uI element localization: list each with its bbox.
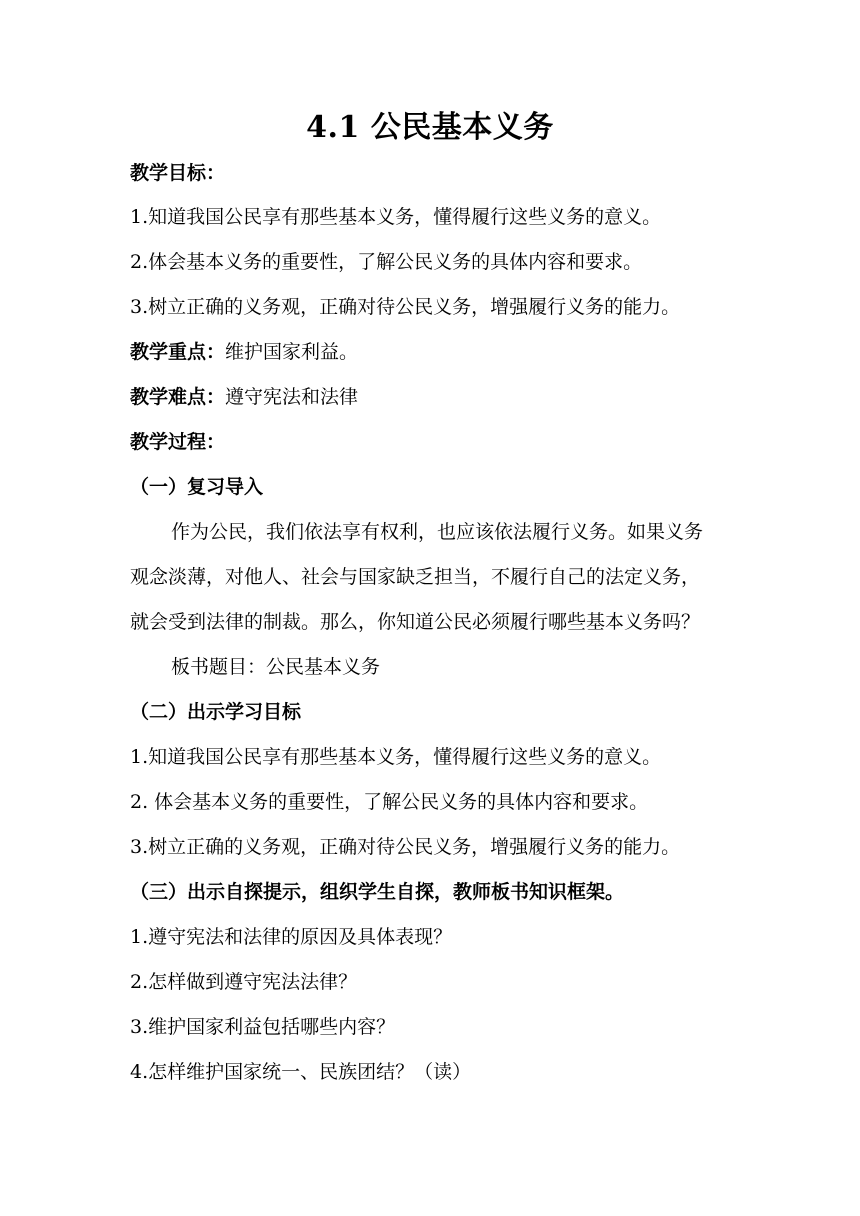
section2-heading: （二）出示学习目标 bbox=[130, 701, 302, 723]
objective-item-3: 3.树立正确的义务观，正确对待公民义务，增强履行义务的能力。 bbox=[130, 296, 681, 318]
document-title: 4.1 公民基本义务 bbox=[306, 110, 554, 145]
board-title: 板书题目：公民基本义务 bbox=[171, 656, 381, 678]
section3-item-4: 4.怎样维护国家统一、民族团结？（读） bbox=[130, 1061, 472, 1083]
objective-item-2: 2.体会基本义务的重要性，了解公民义务的具体内容和要求。 bbox=[130, 251, 643, 273]
section1-paragraph-line-1: 作为公民，我们依法享有权利，也应该依法履行义务。如果义务 bbox=[171, 521, 704, 543]
section1-paragraph-line-2: 观念淡薄，对他人、社会与国家缺乏担当，不履行自己的法定义务， bbox=[130, 566, 701, 588]
process-heading: 教学过程： bbox=[130, 431, 226, 453]
key-point-text: 维护国家利益。 bbox=[225, 341, 359, 363]
objective-item-1: 1.知道我国公民享有那些基本义务，懂得履行这些义务的意义。 bbox=[130, 206, 662, 228]
section2-item-2: 2. 体会基本义务的重要性，了解公民义务的具体内容和要求。 bbox=[130, 791, 649, 813]
section3-item-2: 2.怎样做到遵守宪法法律？ bbox=[130, 971, 358, 993]
key-point bbox=[130, 337, 358, 367]
section3-item-3: 3.维护国家利益包括哪些内容？ bbox=[130, 1016, 396, 1038]
section3-heading: （三）出示自探提示，组织学生自探，教师板书知识框架。 bbox=[130, 881, 625, 903]
difficult-point bbox=[130, 382, 358, 412]
objectives-heading: 教学目标： bbox=[130, 162, 226, 184]
section1-paragraph-line-3: 就会受到法律的制裁。那么，你知道公民必须履行哪些基本义务吗？ bbox=[130, 611, 701, 633]
difficult-point-text: 遵守宪法和法律 bbox=[225, 386, 359, 408]
section3-item-1: 1.遵守宪法和法律的原因及具体表现？ bbox=[130, 926, 453, 948]
section2-item-3: 3.树立正确的义务观，正确对待公民义务，增强履行义务的能力。 bbox=[130, 836, 681, 858]
key-point-label: 教学重点： bbox=[130, 341, 226, 363]
section1-heading: （一）复习导入 bbox=[130, 476, 264, 498]
difficult-point-label: 教学难点： bbox=[130, 386, 226, 408]
section2-item-1: 1.知道我国公民享有那些基本义务，懂得履行这些义务的意义。 bbox=[130, 746, 662, 768]
